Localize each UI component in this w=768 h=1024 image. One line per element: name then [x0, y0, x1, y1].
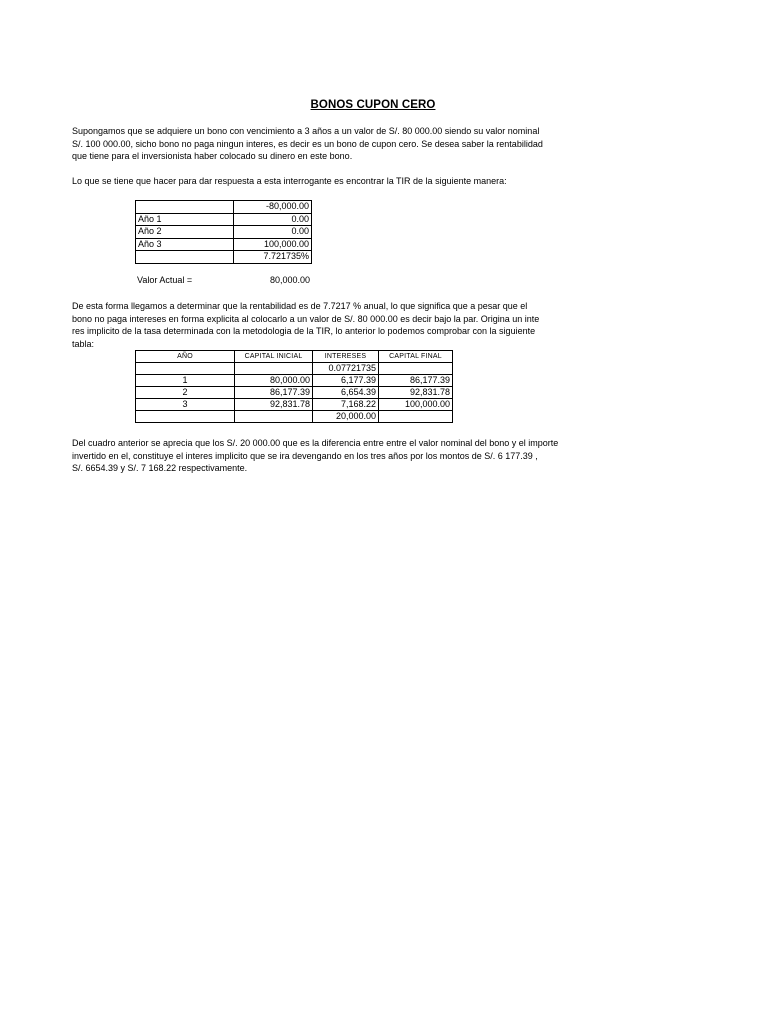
capital-table — [135, 350, 453, 423]
conclusion-line: S/. 6654.39 y S/. 7 168.22 respectivamente. — [72, 463, 248, 473]
table-header-row — [136, 351, 453, 363]
conclusion-line: Del cuadro anterior se aprecia que los S/. 20 000.00 que es la diferencia entre entre el valor nominal del bono y el importe — [72, 438, 559, 448]
table-cell: 3 — [136, 399, 235, 411]
table-row — [136, 363, 453, 375]
table-row — [136, 238, 312, 251]
conclusion-line: invertido en el, constituye el interes implicito que se ira devengando en los tres años por los montos de S/. 6 177.39 , — [72, 450, 538, 461]
table-row — [136, 226, 312, 239]
intro-line: S/. 100 000.00, sicho bono no paga ningun interes, es decir es un bono de cupon cero. Se desea saber la rentabilidad — [72, 138, 543, 149]
conclusion-paragraph — [72, 437, 652, 475]
instruction-line: Lo que se tiene que hacer para dar respuesta a esta interrogante es encontrar la TIR de la siguiente manera: — [72, 176, 507, 186]
table-cell — [235, 411, 313, 423]
table-row — [136, 375, 453, 387]
table-row — [136, 387, 453, 399]
explanation-line: tabla: — [72, 338, 95, 349]
instruction-paragraph — [72, 175, 652, 188]
tir-result: 7.721735% — [234, 251, 312, 264]
rate-cell: 0.07721735 — [313, 363, 379, 375]
table-total-row — [136, 411, 453, 423]
table-row — [136, 201, 312, 214]
table-row — [136, 213, 312, 226]
valor-actual-value: 80,000.00 — [269, 275, 310, 285]
row-value: -80,000.00 — [234, 201, 312, 214]
column-header: AÑO — [136, 351, 235, 363]
table-cell: 6,654.39 — [313, 387, 379, 399]
table-cell: 100,000.00 — [379, 399, 453, 411]
table-cell: 6,177.39 — [313, 375, 379, 387]
explanation-line: bono no paga intereses en forma explicita al colocarlo a un valor de S/. 80 000.00 es decir bajo la par. Origina un inte — [72, 313, 540, 324]
intro-line: Supongamos que se adquiere un bono con vencimiento a 3 años a un valor de S/. 80 000.00 siendo su valor nominal — [72, 126, 540, 136]
table-cell: 1 — [136, 375, 235, 387]
row-label: Año 3 — [136, 238, 234, 251]
column-header: CAPITAL FINAL — [379, 351, 453, 363]
column-header: CAPITAL INICIAL — [235, 351, 313, 363]
table-cell — [136, 411, 235, 423]
row-label — [136, 201, 234, 214]
column-header: INTERESES — [313, 351, 379, 363]
page-title: BONOS CUPON CERO — [310, 99, 436, 111]
intro-paragraph — [72, 125, 652, 163]
row-value: 0.00 — [234, 226, 312, 239]
row-label: Año 1 — [136, 213, 234, 226]
tir-table — [135, 200, 312, 264]
table-cell: 86,177.39 — [379, 375, 453, 387]
explanation-line: res implicito de la tasa determinada con la metodologia de la TIR, lo anterior lo podemos comprobar con la siguiente — [72, 326, 536, 336]
table-cell: 86,177.39 — [235, 387, 313, 399]
table-cell — [379, 411, 453, 423]
table-cell: 92,831.78 — [235, 399, 313, 411]
total-interest-cell: 20,000.00 — [313, 411, 379, 423]
table-cell: 80,000.00 — [235, 375, 313, 387]
row-label — [136, 251, 234, 264]
table-cell: 92,831.78 — [379, 387, 453, 399]
table-row — [136, 399, 453, 411]
valor-actual-label: Valor Actual = — [137, 275, 193, 285]
table-cell — [235, 363, 313, 375]
table-cell — [136, 363, 235, 375]
table-cell: 2 — [136, 387, 235, 399]
row-value: 100,000.00 — [234, 238, 312, 251]
explanation-line: De esta forma llegamos a determinar que la rentabilidad es de 7.7217 % anual, lo que significa que a pesar que el — [72, 301, 528, 311]
table-cell: 7,168.22 — [313, 399, 379, 411]
explanation-paragraph — [72, 300, 652, 350]
table-row — [136, 251, 312, 264]
row-value: 0.00 — [234, 213, 312, 226]
table-cell — [379, 363, 453, 375]
intro-line: que tiene para el inversionista haber colocado su dinero en este bono. — [72, 151, 353, 161]
row-label: Año 2 — [136, 226, 234, 239]
